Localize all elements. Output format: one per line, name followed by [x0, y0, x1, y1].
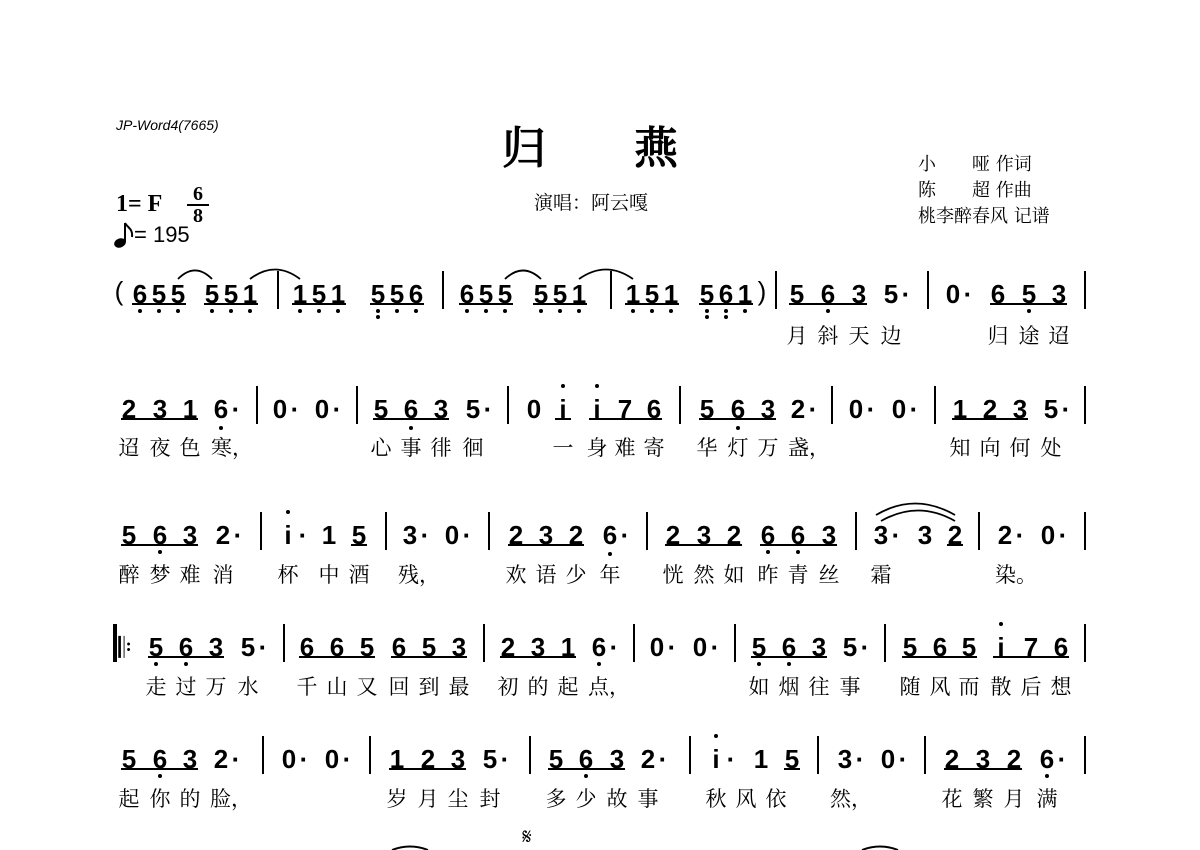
- note: 0: [692, 632, 708, 662]
- lyric: 天: [848, 324, 870, 348]
- lyric: 酒: [348, 563, 370, 587]
- dot: ·: [290, 394, 300, 424]
- dot: ·: [1057, 744, 1067, 774]
- note: 6: [820, 279, 836, 309]
- note: 6: [459, 279, 475, 309]
- lyric: 然，: [830, 787, 872, 811]
- note: 1: [321, 520, 337, 550]
- note: 2: [726, 520, 742, 550]
- note: 3: [873, 520, 889, 550]
- lyric: 月: [1003, 787, 1025, 811]
- lyric: 万: [205, 675, 227, 699]
- lyric: 走: [145, 675, 167, 699]
- note: 3: [821, 520, 837, 550]
- slur: [881, 511, 955, 522]
- note: 3: [975, 744, 991, 774]
- octave-dots: [138, 309, 1049, 778]
- lyric: 如: [723, 563, 745, 587]
- song-title: 归燕: [502, 123, 766, 174]
- lyric: 夜: [149, 436, 171, 460]
- lyric: 烟: [778, 675, 800, 699]
- dot: ·: [342, 744, 352, 774]
- dot: ·: [710, 632, 720, 662]
- dot: ·: [963, 279, 973, 309]
- bottom-slurs: [392, 847, 898, 850]
- note: 6: [132, 279, 148, 309]
- lyric: 故: [606, 787, 628, 811]
- lyric: 残，: [398, 563, 440, 587]
- note: 5: [223, 279, 239, 309]
- dot: ·: [231, 744, 241, 774]
- note: 5: [789, 279, 805, 309]
- note: 1: [389, 744, 405, 774]
- note: 3: [182, 520, 198, 550]
- lyric: 封: [479, 787, 501, 811]
- composer-credit: 陈 超 作曲: [918, 180, 1032, 201]
- lyric: 到: [418, 675, 440, 699]
- lyric: 点，: [588, 675, 630, 699]
- note: 5: [784, 744, 800, 774]
- note: 5: [359, 632, 375, 662]
- note: 1: [182, 394, 198, 424]
- lyric: 语: [535, 563, 557, 587]
- note: 6: [718, 279, 734, 309]
- note: i: [593, 394, 601, 424]
- dot: ·: [808, 394, 818, 424]
- note: i: [559, 394, 567, 424]
- lyric: 难: [179, 563, 201, 587]
- slur: [178, 271, 212, 280]
- lyric: 起: [557, 675, 579, 699]
- lyric: 秋: [705, 787, 727, 811]
- lyric: 起: [118, 787, 140, 811]
- note: 6: [646, 394, 662, 424]
- singer-credit: 演唱：阿云嘎: [534, 192, 649, 214]
- note: 3: [811, 632, 827, 662]
- note: 1: [330, 279, 346, 309]
- note: 0: [1040, 520, 1056, 550]
- lyric: 难: [614, 436, 636, 460]
- lyric: 年: [599, 563, 621, 587]
- note: 6: [329, 632, 345, 662]
- lyric: 事: [637, 787, 659, 811]
- dot: ·: [667, 632, 677, 662]
- note: 5: [370, 279, 386, 309]
- note: 3: [1051, 279, 1067, 309]
- lyric: 盏，: [788, 436, 830, 460]
- lyric: 少: [565, 563, 587, 587]
- dot: ·: [909, 394, 919, 424]
- lyric: 处: [1040, 436, 1062, 460]
- note: 6: [152, 520, 168, 550]
- lyric: 水: [237, 675, 259, 699]
- lyric: 迢: [1048, 324, 1070, 348]
- note: 6: [730, 394, 746, 424]
- lyric: 边: [880, 324, 902, 348]
- lyric: 徊: [462, 436, 484, 460]
- note: 5: [699, 394, 715, 424]
- note: 3: [1012, 394, 1028, 424]
- lyric: 何: [1009, 436, 1031, 460]
- lyric: 回: [388, 675, 410, 699]
- lyric: 随: [899, 675, 921, 699]
- lyric: 归: [987, 324, 1009, 348]
- dot: ·: [1058, 520, 1068, 550]
- lyric: 依: [765, 787, 787, 811]
- segno-sign: 𝄋: [522, 824, 532, 849]
- lyricist-credit: 小 哑 作词: [918, 154, 1032, 175]
- lyric: 昨: [757, 563, 779, 587]
- lyric: 又: [356, 675, 378, 699]
- lyric: 中: [318, 563, 340, 587]
- lyric: 事: [839, 675, 861, 699]
- note: 0: [272, 394, 288, 424]
- note: 5: [883, 279, 899, 309]
- note: 0: [444, 520, 460, 550]
- lyric: 多: [545, 787, 567, 811]
- note: 1: [737, 279, 753, 309]
- dot: ·: [483, 394, 493, 424]
- dot: ·: [500, 744, 510, 774]
- note: 5: [465, 394, 481, 424]
- dot: ·: [658, 744, 668, 774]
- lyric: 丝: [818, 563, 840, 587]
- lyric: 醉: [118, 563, 140, 587]
- lyric: 月: [786, 324, 808, 348]
- slur: [505, 271, 541, 280]
- note: 3: [530, 632, 546, 662]
- time-signature-bottom: 8: [193, 205, 203, 227]
- note: 5: [644, 279, 660, 309]
- lyric: 的: [527, 675, 549, 699]
- dot: ·: [299, 744, 309, 774]
- dot: ·: [901, 279, 911, 309]
- note: 5: [961, 632, 977, 662]
- note: 5: [121, 744, 137, 774]
- note: 3: [851, 279, 867, 309]
- lyric: 知: [949, 436, 971, 460]
- note: 5: [497, 279, 513, 309]
- lyric: 消: [212, 563, 234, 587]
- dot: ·: [609, 632, 619, 662]
- note: 5: [240, 632, 256, 662]
- note: 5: [204, 279, 220, 309]
- note: 6: [178, 632, 194, 662]
- dot: ·: [233, 520, 243, 550]
- note: 2: [1006, 744, 1022, 774]
- note: 0: [880, 744, 896, 774]
- lyric: 万: [757, 436, 779, 460]
- lyric: 满: [1036, 787, 1058, 811]
- slur: [579, 270, 633, 280]
- lyric: 青: [787, 563, 809, 587]
- note: 0: [945, 279, 961, 309]
- lyric: 斜: [817, 324, 839, 348]
- lyric: 往: [808, 675, 830, 699]
- lyric: 事: [400, 436, 422, 460]
- lyric: 千: [296, 675, 318, 699]
- note: 2: [790, 394, 806, 424]
- dot: ·: [1061, 394, 1071, 424]
- note: 3: [208, 632, 224, 662]
- lyric: 而: [958, 675, 980, 699]
- lyric: 灯: [727, 436, 749, 460]
- note: 3: [609, 744, 625, 774]
- note: 2: [420, 744, 436, 774]
- note: 1: [952, 394, 968, 424]
- note: 6: [1039, 744, 1055, 774]
- note: 3: [152, 394, 168, 424]
- transcriber-credit: 桃李醉春风 记谱: [918, 206, 1050, 227]
- note: 5: [1043, 394, 1059, 424]
- paren-open: (: [114, 276, 124, 306]
- note: 5: [421, 632, 437, 662]
- note: 6: [1053, 632, 1069, 662]
- lyric: 恍: [662, 563, 684, 587]
- note: 5: [552, 279, 568, 309]
- note: 6: [391, 632, 407, 662]
- note: 6: [408, 279, 424, 309]
- lyric: 你: [149, 787, 171, 811]
- note: 3: [837, 744, 853, 774]
- lyric: 一: [552, 436, 574, 460]
- note: 5: [351, 520, 367, 550]
- note: 3: [402, 520, 418, 550]
- note: 5: [1021, 279, 1037, 309]
- lyric: 的: [179, 787, 201, 811]
- note: 6: [152, 744, 168, 774]
- dot: ·: [860, 632, 870, 662]
- note: 1: [292, 279, 308, 309]
- lyric: 风: [735, 787, 757, 811]
- dot: ·: [855, 744, 865, 774]
- note: 5: [373, 394, 389, 424]
- note: 1: [753, 744, 769, 774]
- dot: ·: [898, 744, 908, 774]
- beams: [118, 304, 1069, 769]
- note: 5: [751, 632, 767, 662]
- note: 1: [560, 632, 576, 662]
- lyric: 过: [175, 675, 197, 699]
- note: 2: [568, 520, 584, 550]
- lyric: 向: [979, 436, 1001, 460]
- note: 5: [148, 632, 164, 662]
- note: 3: [696, 520, 712, 550]
- note: 0: [649, 632, 665, 662]
- note: 2: [121, 394, 137, 424]
- lyric: 后: [1020, 675, 1042, 699]
- lyric: 想: [1050, 675, 1072, 699]
- lyric: 身: [586, 436, 608, 460]
- note: 6: [591, 632, 607, 662]
- note: 2: [213, 744, 229, 774]
- slur: [876, 504, 955, 516]
- note: i: [284, 520, 292, 550]
- lyric: 心: [370, 436, 392, 460]
- dot: ·: [620, 520, 630, 550]
- note: 6: [213, 394, 229, 424]
- note: 5: [170, 279, 186, 309]
- note: 6: [403, 394, 419, 424]
- note: 6: [990, 279, 1006, 309]
- lyric: 繁: [972, 787, 994, 811]
- note: 5: [482, 744, 498, 774]
- note: 5: [121, 520, 137, 550]
- lyric: 霜: [870, 563, 892, 587]
- dot: ·: [462, 520, 472, 550]
- note: 3: [450, 744, 466, 774]
- lyric: 最: [448, 675, 470, 699]
- note: 0: [848, 394, 864, 424]
- dot: ·: [231, 394, 241, 424]
- lyric: 途: [1018, 324, 1040, 348]
- dot: ·: [891, 520, 901, 550]
- note: 5: [902, 632, 918, 662]
- dot: ·: [298, 520, 308, 550]
- barlines: [115, 271, 1085, 774]
- lyric: 花: [941, 787, 963, 811]
- dot: ·: [726, 744, 736, 774]
- lyric: 染。: [995, 563, 1037, 587]
- note: 3: [538, 520, 554, 550]
- lyric: 脸，: [210, 787, 252, 811]
- lyric: 初: [497, 675, 519, 699]
- note: 3: [917, 520, 933, 550]
- lyric: 如: [748, 675, 770, 699]
- note: 1: [571, 279, 587, 309]
- note: 6: [760, 520, 776, 550]
- lyric: 寒，: [211, 436, 253, 460]
- dot: ·: [258, 632, 268, 662]
- lyric: 欢: [505, 563, 527, 587]
- lyric: 山: [326, 675, 348, 699]
- note: 7: [1023, 632, 1039, 662]
- note: 2: [508, 520, 524, 550]
- dot: ·: [866, 394, 876, 424]
- slurs: [178, 270, 955, 522]
- lyric: 杯: [277, 563, 299, 587]
- lyric: 迢: [118, 436, 140, 460]
- paren-close: ): [757, 276, 767, 306]
- lyric: 月: [417, 787, 439, 811]
- note: 1: [625, 279, 641, 309]
- note: 5: [699, 279, 715, 309]
- note: 6: [299, 632, 315, 662]
- note: i: [712, 744, 720, 774]
- dot: ·: [332, 394, 342, 424]
- note: 0: [324, 744, 340, 774]
- lyric: 岁: [386, 787, 408, 811]
- lyric: 色: [179, 436, 201, 460]
- lyric: 寄: [643, 436, 665, 460]
- note: 5: [548, 744, 564, 774]
- note: 5: [151, 279, 167, 309]
- note: 2: [944, 744, 960, 774]
- note: 2: [215, 520, 231, 550]
- lyric: 散: [990, 675, 1012, 699]
- note: 0: [314, 394, 330, 424]
- note: 1: [242, 279, 258, 309]
- note: 2: [640, 744, 656, 774]
- lyric: 梦: [149, 563, 171, 587]
- lyric: 少: [575, 787, 597, 811]
- note: 3: [433, 394, 449, 424]
- note: 3: [451, 632, 467, 662]
- note: 2: [982, 394, 998, 424]
- note: 7: [617, 394, 633, 424]
- key-signature: 1= F: [116, 191, 163, 217]
- note: 1: [663, 279, 679, 309]
- lyric: 尘: [447, 787, 469, 811]
- dot: ·: [420, 520, 430, 550]
- software-credit: JP-Word4(7665): [116, 117, 219, 133]
- time-signature-top: 6: [193, 183, 203, 205]
- note: 2: [500, 632, 516, 662]
- note: 5: [311, 279, 327, 309]
- note: 5: [842, 632, 858, 662]
- note: 5: [533, 279, 549, 309]
- note: 6: [578, 744, 594, 774]
- repeat-start-sign: 𝄆: [118, 632, 132, 663]
- note: 5: [389, 279, 405, 309]
- note: 2: [947, 520, 963, 550]
- lyric: 风: [929, 675, 951, 699]
- note: 3: [182, 744, 198, 774]
- note: 6: [781, 632, 797, 662]
- lyric: 徘: [430, 436, 452, 460]
- lyric: 然: [693, 563, 715, 587]
- note: 0: [281, 744, 297, 774]
- note: 6: [790, 520, 806, 550]
- dot: ·: [1015, 520, 1025, 550]
- note: 2: [997, 520, 1013, 550]
- slur: [250, 270, 300, 280]
- lyric: 华: [696, 436, 718, 460]
- note: 6: [932, 632, 948, 662]
- tempo-marking: = 195: [134, 222, 190, 247]
- note: 3: [760, 394, 776, 424]
- note: 6: [602, 520, 618, 550]
- note: 5: [478, 279, 494, 309]
- note: 0: [526, 394, 542, 424]
- note: 2: [665, 520, 681, 550]
- note: 0: [891, 394, 907, 424]
- note: i: [997, 632, 1005, 662]
